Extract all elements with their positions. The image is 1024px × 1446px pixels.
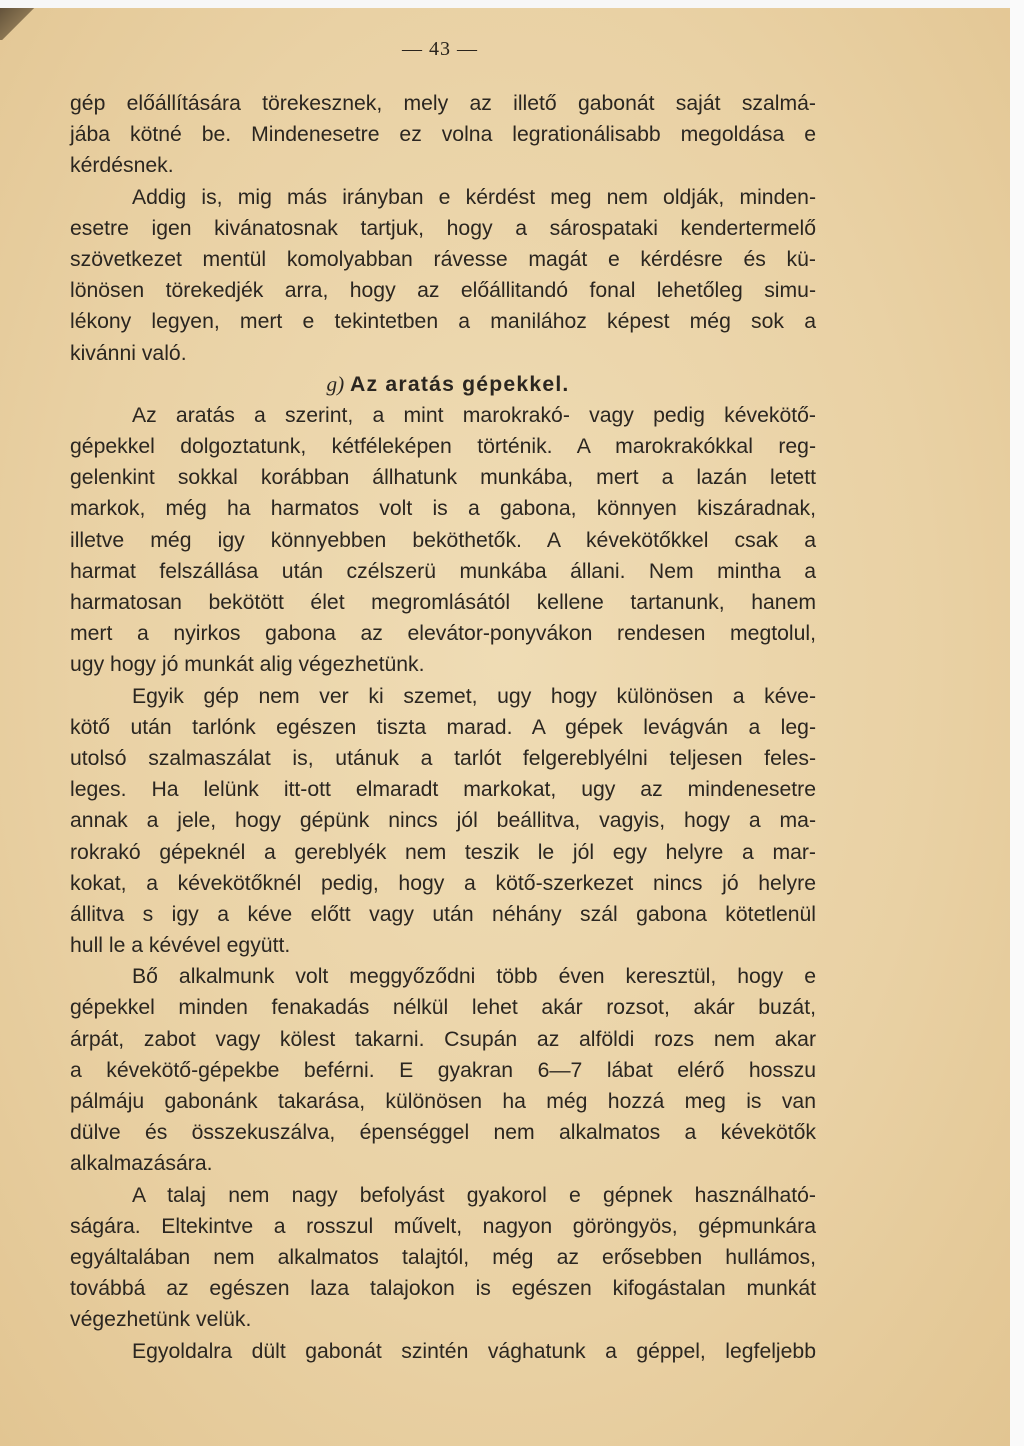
text-line: a kévekötő-gépekbe beférni. E gyakran 6—7 lábat elérő hosszu [70, 1058, 816, 1082]
text-line: hull le a kévével együtt. [70, 934, 291, 958]
text-line: kokat, a kévekötőknél pedig, hogy a kötő-szerkezet nincs jó helyre [70, 871, 816, 895]
text-line: pálmáju gabonánk takarása, különösen ha még hozzá meg is van [70, 1090, 816, 1113]
text-line: Addig is, mig más irányban e kérdést meg nem oldják, minden- [132, 185, 816, 209]
text-line: mert a nyirkos gabona az elevátor-ponyvákon rendesen megtolul, [70, 622, 816, 646]
text-line: gép előállítására törekesznek, mely az illető gabonát saját szalmá- [70, 92, 816, 115]
text-line: illetve még igy könnyebben beköthetők. A kévekötőkkel csak a [70, 528, 816, 552]
text-line: Bő alkalmunk volt meggyőződni több éven keresztül, hogy e [132, 965, 816, 989]
text-line: A talaj nem nagy befolyást gyakorol e gépnek használható- [132, 1183, 816, 1207]
text-line: rokrakó gépeknél a gereblyék nem teszik le jól egy helyre a mar- [70, 840, 816, 864]
text-line: jába kötné be. Mindenesetre ez volna legrationálisabb megoldása e [70, 123, 816, 147]
text-line: kérdésnek. [70, 154, 174, 178]
text-line: Egyik gép nem ver ki szemet, ugy hogy különösen a kéve- [132, 684, 816, 708]
text-line: egyáltalában nem alkalmatos talajtól, még az erősebben hullámos, [70, 1245, 816, 1269]
text-line: esetre igen kivánatosnak tartjuk, hogy a sárospataki kendertermelő [70, 216, 816, 240]
text-line: utolsó szalmaszálat is, utánuk a tarlót felgereblyélni teljesen feles- [70, 746, 816, 770]
text-line: lékony legyen, mert e tekintetben a manilához képest még sok a [70, 310, 816, 334]
scan-border-top [0, 0, 1024, 8]
text-line: harmatosan bekötött élet megromlásától kellene tartanunk, hanem [70, 591, 816, 614]
text-line: harmat felszállása után czélszerü munkába állani. Nem mintha a [70, 559, 816, 583]
text-line: kötő után tarlónk egészen tiszta marad. A gépek levágván a leg- [70, 715, 816, 739]
text-line: gépekkel minden fenakadás nélkül lehet akár rozsot, akár buzát, [70, 996, 816, 1020]
section-heading [70, 369, 816, 400]
text-line: Az aratás a szerint, a mint marokrakó- vagy pedig kévekötő- [132, 403, 816, 427]
text-line: továbbá az egészen laza talajokon is egészen kifogástalan munkát [70, 1277, 816, 1301]
section-title: Az aratás gépekkel. [350, 372, 570, 396]
text-line: alkalmazására. [70, 1152, 213, 1176]
text-line: ságára. Eltekintve a rosszul művelt, nagyon göröngyös, gépmunkára [70, 1214, 816, 1238]
text-line: állitva s igy a kéve előtt vagy után néhány szál gabona kötetlenül [70, 902, 816, 926]
page-number: — 43 — [402, 38, 478, 60]
text-line: árpát, zabot vagy kölest takarni. Csupán az alföldi rozs nem akar [70, 1027, 816, 1051]
text-line: lönösen törekedjék arra, hogy az előállitandó fonal lehetőleg simu- [70, 279, 816, 303]
text-line: gépekkel dolgoztatunk, kétféleképen történik. A marokrakókkal reg- [70, 435, 816, 459]
text-line: kivánni való. [70, 341, 187, 365]
text-line: dülve és összekuszálva, épenséggel nem alkalmatos a kévekötők [70, 1121, 816, 1145]
text-line: szövetkezet mentül komolyabban rávesse magát e kérdésre és kü- [70, 247, 816, 271]
section-letter: g) [326, 371, 345, 396]
text-line: gelenkint sokkal korábban állhatunk munkába, mert a lazán letett [70, 466, 816, 490]
text-line: annak a jele, hogy gépünk nincs jól beállitva, vagyis, hogy a ma- [70, 809, 816, 833]
text-line: leges. Ha lelünk itt-ott elmaradt markokat, ugy az mindenesetre [70, 778, 816, 802]
text-line: Egyoldalra dült gabonát szintén vághatunk a géppel, legfeljebb [132, 1339, 816, 1363]
text-line: markok, még ha harmatos volt is a gabona, könnyen kiszáradnak, [70, 497, 816, 521]
text-line: ugy hogy jó munkát alig végezhetünk. [70, 653, 425, 677]
page-text [70, 88, 816, 1367]
scan-border-right [1010, 0, 1024, 1446]
text-line: végezhetünk velük. [70, 1308, 252, 1332]
